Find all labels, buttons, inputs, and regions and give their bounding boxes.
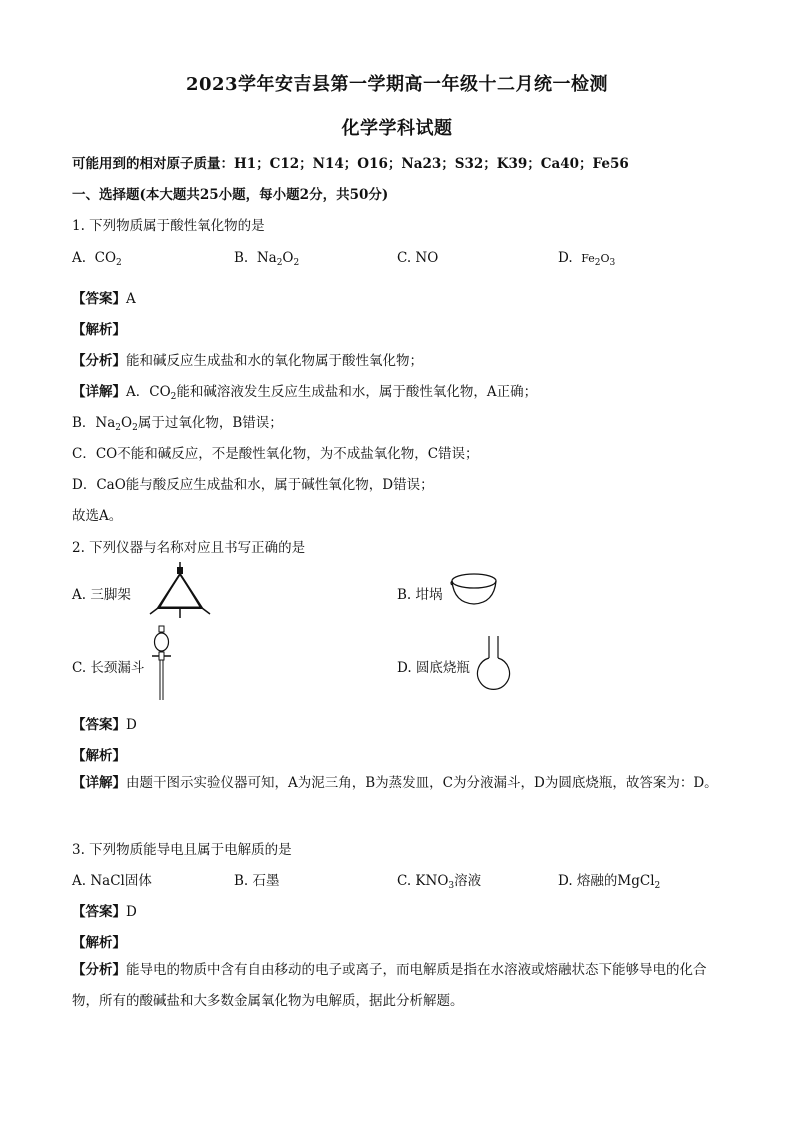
q3-option-b: B. 石墨 [234,873,280,889]
page-title: 2023学年安吉县第一学期高一年级十二月统一检测 [185,74,609,95]
q1-option-b: B. $Na_2O_2$ [234,250,300,268]
q1-fenxi: 【分析】能和碱反应生成盐和水的氧化物属于酸性氧化物； [72,353,423,369]
q1-option-c: C. NO [397,250,439,266]
q1-detail-d: D．CaO能与酸反应生成盐和水，属于碱性氧化物，D错误； [72,477,434,493]
q2-option-d: D. 圆底烧瓶 [397,660,470,676]
section-heading: 一、选择题(本大题共25小题，每小题2分，共50分) [72,187,389,203]
q3-option-d: D. 熔融的MgCl$_2$ [558,873,661,891]
q3-option-a: A. NaCl固体 [72,873,152,889]
atomic-masses: 可能用到的相对原子质量：H1；C12；N14；O16；Na23；S32；K39；Ca40；Fe56 [72,156,629,172]
q2-analysis-label: 【解析】 [72,748,126,764]
q1-option-d: D. $Fe_2O_3$ [558,250,616,268]
q2-option-a: A. 三脚架 [72,587,131,603]
q3-fenxi: 【分析】能导电的物质中含有自由移动的电子或离子，而电解质是指在水溶液或熔融状态下能够导电的化合物，所有的酸碱盐和大多数金属氧化物为电解质，据此分析解题。 [72,962,707,1009]
separatory-funnel-icon [150,626,174,702]
round-bottom-flask-icon [474,636,514,694]
evaporating-dish-icon [450,573,500,607]
q1-analysis-label: 【解析】 [72,322,126,338]
q1-detail-b: B．$Na_2O_2$属于过氧化物，B错误； [72,415,283,433]
q1-stem: 1. 下列物质属于酸性氧化物的是 [72,218,265,234]
q1-detail-a: 【详解】A．$CO_2$能和碱溶液发生反应生成盐和水，属于酸性氧化物，A正确； [72,384,538,402]
clay-triangle-icon [150,562,210,620]
q2-detail: 【详解】由题干图示实验仪器可知，A为泥三角，B为蒸发皿，C为分液漏斗，D为圆底烧瓶，故答案为：D。 [72,775,718,791]
q1-answer: 【答案】A [72,291,136,307]
q1-conclusion: 故选A。 [72,508,123,524]
q1-detail-c: C．CO不能和碱反应，不是酸性氧化物，为不成盐氧化物，C错误； [72,446,479,462]
q2-option-b: B. 坩埚 [397,587,443,603]
q1-option-a: A. $CO_2$ [72,250,122,268]
q3-option-c: C. $KNO_3$溶液 [397,873,482,891]
q3-stem: 3. 下列物质能导电且属于电解质的是 [72,842,292,858]
q2-answer: 【答案】D [72,717,137,733]
q3-analysis-label: 【解析】 [72,935,126,951]
q2-option-c: C. 长颈漏斗 [72,660,145,676]
q2-stem: 2. 下列仪器与名称对应且书写正确的是 [72,540,306,556]
q3-answer: 【答案】D [72,904,137,920]
page-subtitle: 化学学科试题 [341,118,453,139]
